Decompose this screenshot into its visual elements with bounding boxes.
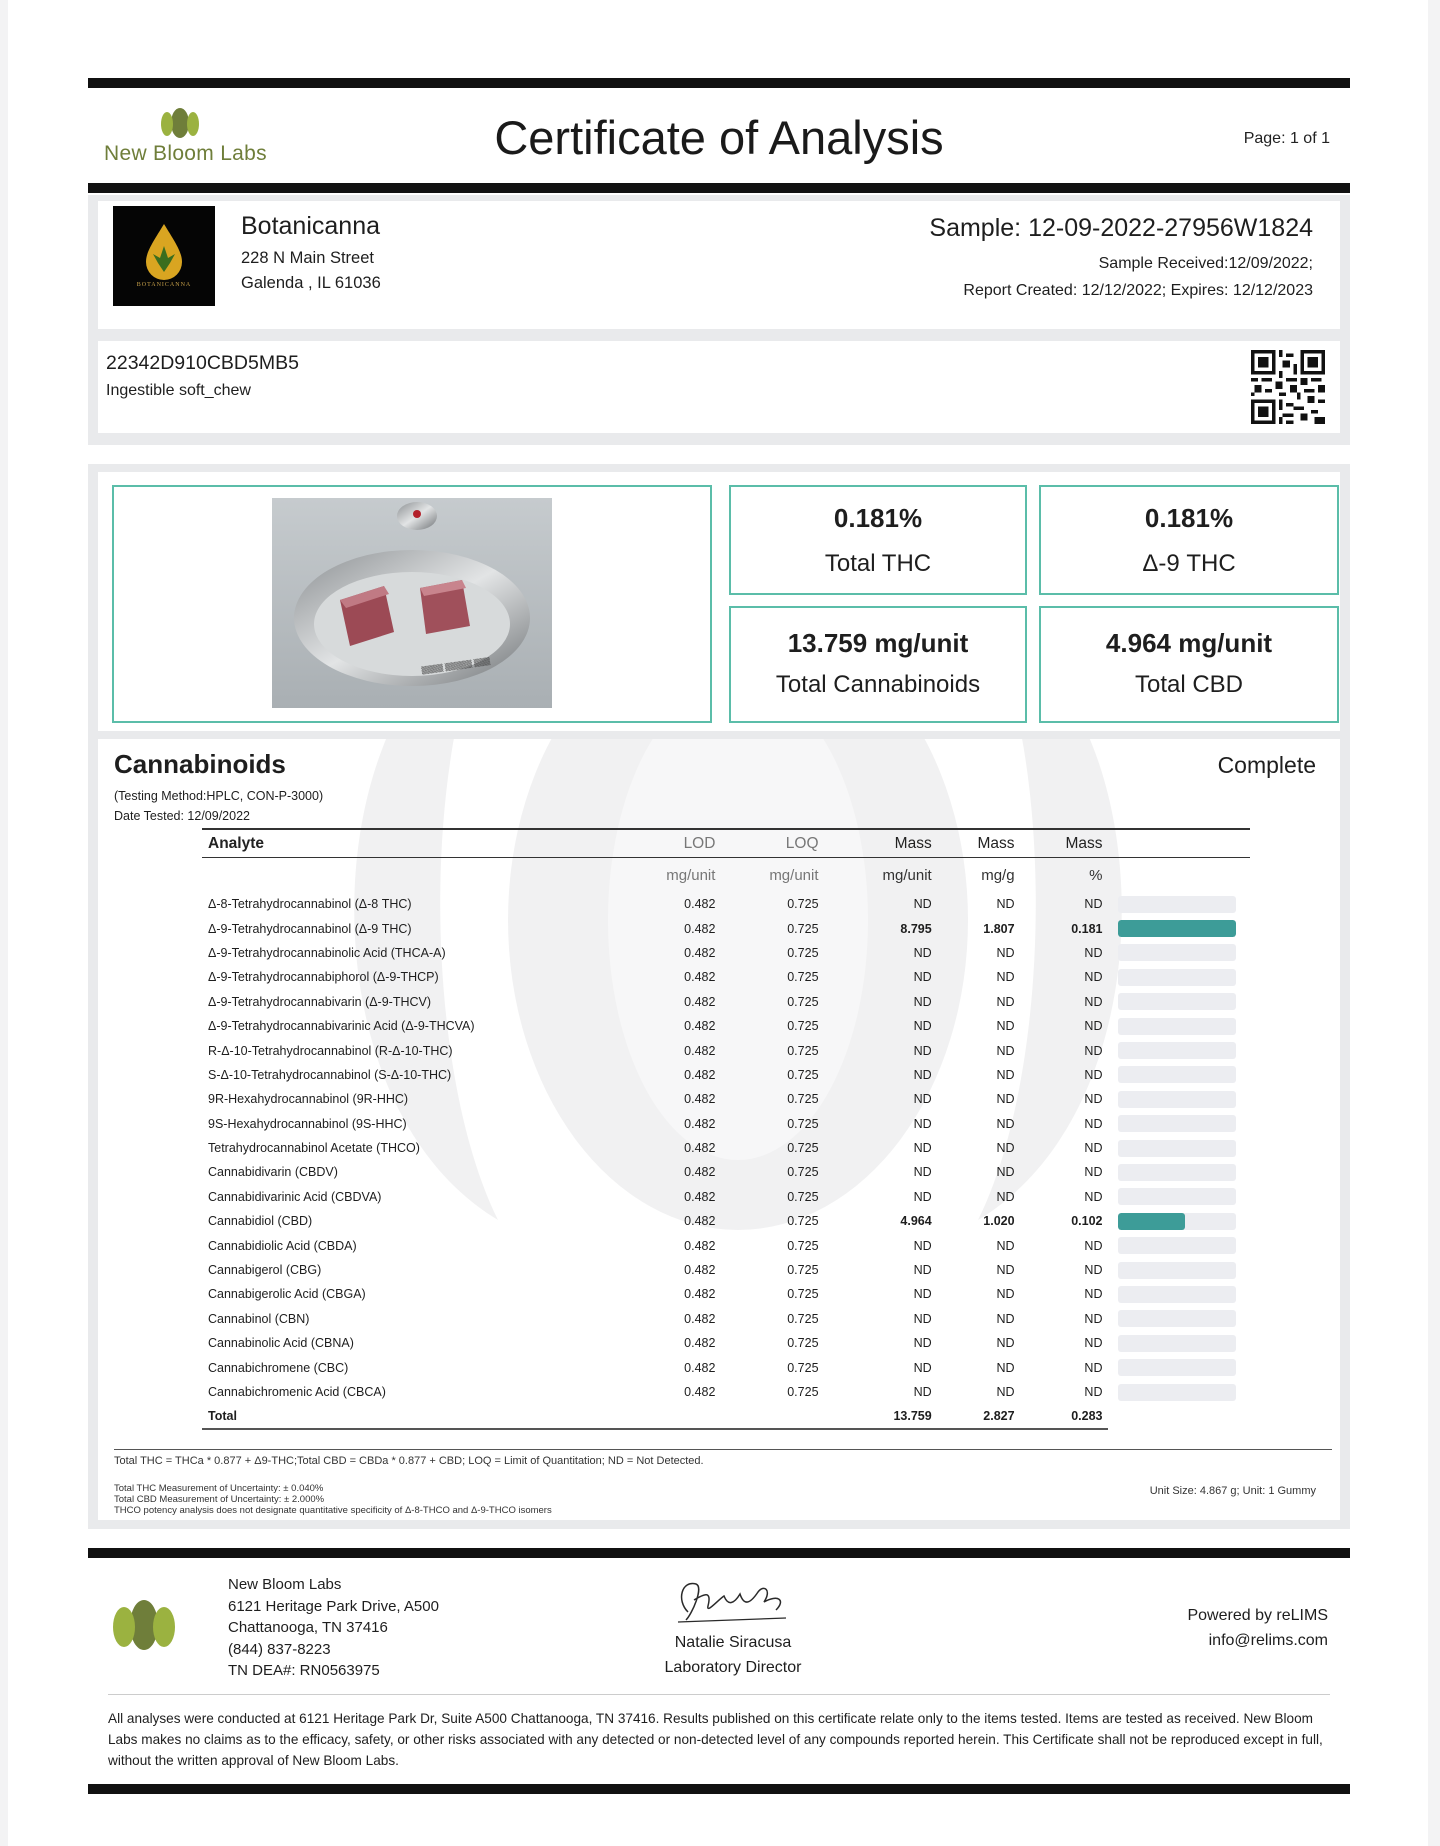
table-row [202,990,1250,1014]
result-bar-track [1118,1066,1236,1083]
lod-value: 0.482 [684,1019,716,1034]
lod-value: 0.482 [684,1067,716,1082]
result-bar-track [1118,1286,1236,1303]
testing-method: (Testing Method:HPLC, CON-P-3000) [114,789,324,803]
brand-name: New Bloom Labs [104,142,267,165]
loq-value: 0.725 [787,1263,819,1278]
col-loq: LOQ [721,829,824,858]
lod-value: 0.482 [684,1238,716,1253]
table-header-row [202,829,1250,858]
total-pct: 0.283 [1021,1404,1109,1429]
table-row [202,1112,1250,1136]
unit-mg-unit: mg/unit [882,866,932,884]
mass-mg-g: ND [996,1263,1015,1278]
mass-mg-g: ND [996,945,1015,960]
table-row [202,1087,1250,1111]
analyte-name: R-Δ-10-Tetrahydrocannabinol (R-Δ-10-THC) [208,1043,453,1058]
mass-pct: ND [1084,1311,1103,1326]
stat-delta9-thc [1039,485,1339,595]
lod-value: 0.482 [684,1385,716,1399]
mass-mg-g: ND [996,1311,1015,1326]
stat-total-cbd-label: Total CBD [1134,671,1244,698]
analyte-name: Δ-9-Tetrahydrocannabivarin (Δ-9-THCV) [208,994,432,1009]
section-frame-bottom [88,1520,1350,1529]
analyte-name: Cannabichromene (CBC) [208,1360,349,1375]
client-address-line2: Galenda , IL 61036 [241,274,381,292]
loq-value: 0.725 [787,1043,819,1058]
sample-dates [963,250,1313,304]
result-bar-track [1118,944,1236,961]
result-bar [1108,1136,1250,1160]
mass-pct: ND [1084,1238,1103,1253]
result-bar [1108,1331,1250,1355]
result-bar [1108,965,1250,989]
lod-value: 0.482 [684,1263,716,1278]
mass-mg-unit: ND [913,1263,932,1278]
test-method [114,786,323,826]
footer-rule [88,1548,1350,1558]
table-row [202,1258,1250,1282]
table-row [202,1233,1250,1257]
lod-value: 0.482 [684,1360,716,1375]
mass-pct: ND [1084,1019,1103,1034]
table-row [202,1038,1250,1062]
mass-pct: 0.181 [1071,921,1103,936]
stat-total-thc [729,485,1027,595]
analyte-name: Cannabigerol (CBG) [208,1263,322,1278]
analyte-name: Cannabichromenic Acid (CBCA) [208,1385,386,1399]
table-row [202,1185,1250,1209]
lab-name: New Bloom Labs [228,1576,342,1593]
loq-value: 0.725 [787,1141,819,1156]
result-bar-track [1118,1042,1236,1059]
mass-mg-unit: ND [913,1189,932,1204]
stat-delta9-thc-value: 0.181% [1144,503,1234,533]
stat-total-cannabinoids-label: Total Cannabinoids [775,671,981,698]
lab-address2: Chattanooga, TN 37416 [228,1619,388,1636]
loq-value: 0.725 [787,897,819,912]
svg-text:BOTANICANNA: BOTANICANNA [136,282,192,288]
result-bar [1108,1258,1250,1282]
table-row [202,1307,1250,1331]
footnote-rule [114,1449,1332,1450]
batch-type: Ingestible soft_chew [106,382,251,399]
result-bar [1108,1087,1250,1111]
section-title: Cannabinoids [114,749,286,779]
col-mass-mg-g: Mass [938,829,1021,858]
result-bar-fill [1118,920,1236,937]
lod-value: 0.482 [684,897,716,912]
mass-mg-g: 1.020 [983,1214,1015,1229]
disclaimer: All analyses were conducted at 6121 Heritage Park Dr, Suite A500 Chattanooga, TN 37416. Results published on this certificate relate only to the items tested. Items are tested as received. New Bloom Labs makes no claims as to the efficacy, safety, or other risks associated with any detected or non-detected level of any compounds reported herein. This Certificate shall not be reproduced except in full, without the written approval of New Bloom Labs. [108,1711,1323,1768]
analyte-name: Δ-9-Tetrahydrocannabinol (Δ-9 THC) [208,921,412,936]
analyte-name: Cannabinolic Acid (CBNA) [208,1336,354,1351]
uncertainty-notes [114,1483,552,1516]
result-bar-track [1118,1335,1236,1352]
mass-mg-g: ND [996,1287,1015,1302]
table-row [202,1014,1250,1038]
footnote: Total THC = THCa * 0.877 + Δ9-THC;Total CBD = CBDa * 0.877 + CBD; LOQ = Limit of Quantitation; ND = Not Detected. [114,1455,704,1467]
unit-pct: % [1089,866,1103,884]
mass-mg-g: ND [996,1092,1015,1107]
result-bar-track [1118,1262,1236,1279]
stat-total-cbd [1039,606,1339,723]
date-tested: Date Tested: 12/09/2022 [114,809,250,823]
result-bar [1108,1038,1250,1062]
total-mg-unit: 13.759 [825,1404,938,1429]
result-bar [1108,892,1250,916]
mass-mg-unit: ND [913,1043,932,1058]
mass-mg-unit: ND [913,1116,932,1131]
total-mg-g: 2.827 [938,1404,1021,1429]
mass-pct: ND [1084,1336,1103,1351]
contact-email-link[interactable]: info@relims.com [1208,1632,1328,1649]
result-bar [1108,1209,1250,1233]
svg-text:▒▒▒▒ ▒▒▒▒▒ ▒▒▒: ▒▒▒▒ ▒▒▒▒▒ ▒▒▒ [421,657,491,675]
mass-mg-g: ND [996,1067,1015,1082]
total-label: Total [202,1404,639,1429]
mass-pct: ND [1084,1263,1103,1278]
analyte-name: Tetrahydrocannabinol Acetate (THCO) [208,1141,420,1156]
result-bar [1108,1233,1250,1257]
result-bar-track [1118,1188,1236,1205]
table-row [202,916,1250,940]
result-bar-track [1118,993,1236,1010]
result-bar-track [1118,920,1236,937]
result-bar-track [1118,1384,1236,1401]
loq-value: 0.725 [787,1385,819,1399]
col-lod: LOD [639,829,722,858]
cannabinoid-table [202,828,1250,1430]
analyte-name: Cannabidiolic Acid (CBDA) [208,1238,357,1253]
loq-value: 0.725 [787,921,819,936]
loq-value: 0.725 [787,1214,819,1229]
loq-value: 0.725 [787,1238,819,1253]
result-bar-fill [1118,1213,1184,1230]
mass-mg-unit: ND [913,945,932,960]
analyte-name: S-Δ-10-Tetrahydrocannabinol (S-Δ-10-THC) [208,1067,452,1082]
mass-mg-unit: ND [913,1141,932,1156]
result-bar [1108,990,1250,1014]
result-bar-track [1118,969,1236,986]
mass-pct: ND [1084,1141,1103,1156]
table-units-row [202,858,1250,893]
powered-by-label: Powered by reLIMS [1187,1607,1328,1624]
table-row [202,892,1250,916]
result-bar [1108,1160,1250,1184]
header-rule [88,183,1350,193]
mass-mg-unit: ND [913,994,932,1009]
mass-mg-g: ND [996,1238,1015,1253]
lod-value: 0.482 [684,1311,716,1326]
loq-value: 0.725 [787,1189,819,1204]
lab-dea: TN DEA#: RN0563975 [228,1662,380,1679]
mass-mg-unit: 8.795 [900,921,932,936]
result-bar-track [1118,1140,1236,1157]
loq-value: 0.725 [787,970,819,985]
page-number: Page: 1 of 1 [1243,130,1330,147]
mass-mg-g: ND [996,1116,1015,1131]
mass-pct: ND [1084,1067,1103,1082]
client-address [241,246,381,296]
unit-size: Unit Size: 4.867 g; Unit: 1 Gummy [1149,1485,1316,1497]
result-bar [1108,1307,1250,1331]
thco-note: THCO potency analysis does not designate quantitative specificity of Δ-8-THCO and Δ-9-THCO isomers [114,1505,552,1516]
loq-value: 0.725 [787,1311,819,1326]
result-bar [1108,1112,1250,1136]
mass-pct: ND [1084,1189,1103,1204]
lod-value: 0.482 [684,1165,716,1180]
report-dates: Report Created: 12/12/2022; Expires: 12/12/2023 [963,282,1313,299]
lod-value: 0.482 [684,1189,716,1204]
mass-mg-g: ND [996,1336,1015,1351]
mass-pct: ND [1084,1116,1103,1131]
result-bar-track [1118,1213,1236,1230]
client-name: Botanicanna [241,212,381,240]
lod-value: 0.482 [684,1214,716,1229]
analyte-name: Cannabidivarinic Acid (CBDVA) [208,1189,382,1204]
result-bar [1108,1355,1250,1379]
sample-received: Sample Received:12/09/2022; [1098,255,1313,272]
lod-value: 0.482 [684,921,716,936]
qr-code-icon[interactable] [1251,350,1325,424]
lab-contact [228,1574,439,1682]
batch-id: 22342D910CBD5MB5 [106,352,299,374]
lod-value: 0.482 [684,994,716,1009]
loq-value: 0.725 [787,1067,819,1082]
result-bar [1108,1282,1250,1306]
mass-pct: ND [1084,1043,1103,1058]
loq-value: 0.725 [787,1092,819,1107]
table-row [202,965,1250,989]
mass-mg-unit: ND [913,1092,932,1107]
mass-mg-unit: ND [913,970,932,985]
table-total-row [202,1404,1250,1429]
loq-value: 0.725 [787,945,819,960]
loq-value: 0.725 [787,1165,819,1180]
mass-pct: ND [1084,1360,1103,1375]
unit-analyte [202,858,639,893]
result-bar-track [1118,1359,1236,1376]
table-row [202,1063,1250,1087]
mass-pct: ND [1084,1385,1103,1399]
table-row [202,1331,1250,1355]
lod-value: 0.482 [684,1043,716,1058]
analyte-name: 9R-Hexahydrocannabinol (9R-HHC) [208,1092,409,1107]
analyte-name: Δ-9-Tetrahydrocannabinolic Acid (THCA-A) [208,945,446,960]
result-bar [1108,1014,1250,1038]
top-rule [88,78,1350,88]
mass-mg-g: ND [996,1385,1015,1399]
mass-mg-g: ND [996,1043,1015,1058]
mass-mg-unit: ND [913,897,932,912]
col-analyte: Analyte [202,829,639,858]
uncertainty-cbd: Total CBD Measurement of Uncertainty: ± 2.000% [114,1494,325,1505]
table-row [202,1380,1250,1404]
mass-mg-unit: ND [913,1385,932,1399]
table-row [202,941,1250,965]
unit-lod: mg/unit [666,866,716,884]
status-badge: Complete [1217,752,1316,778]
mass-mg-unit: ND [913,1336,932,1351]
mass-mg-g: ND [996,994,1015,1009]
result-bar [1108,916,1250,940]
result-bar-track [1118,1018,1236,1035]
cannabis-drop-icon [113,206,215,306]
lod-value: 0.482 [684,1141,716,1156]
stat-total-cannabinoids [729,606,1027,723]
unit-loq: mg/unit [769,866,819,884]
stat-delta9-thc-label: Δ-9 THC [1142,550,1236,577]
signer-name: Natalie Siracusa [674,1634,792,1651]
coa-page [8,0,1428,1846]
mass-mg-unit: ND [913,1238,932,1253]
lod-value: 0.482 [684,945,716,960]
lab-address1: 6121 Heritage Park Drive, A500 [228,1597,439,1615]
lod-value: 0.482 [684,1116,716,1131]
mass-pct: ND [1084,945,1103,960]
result-bar-track [1118,896,1236,913]
mass-mg-g: ND [996,1141,1015,1156]
mass-pct: ND [1084,994,1103,1009]
analyte-name: Δ-8-Tetrahydrocannabinol (Δ-8 THC) [208,897,412,912]
result-bar-track [1118,1164,1236,1181]
loq-value: 0.725 [787,1019,819,1034]
powered-by [1187,1603,1328,1653]
mass-mg-unit: ND [913,1287,932,1302]
stat-total-thc-label: Total THC [824,550,932,577]
analyte-name: Cannabinol (CBN) [208,1311,310,1326]
mass-pct: ND [1084,1287,1103,1302]
analyte-name: 9S-Hexahydrocannabinol (9S-HHC) [208,1116,407,1131]
mass-pct: ND [1084,897,1103,912]
mass-mg-g: ND [996,970,1015,985]
stat-total-cannabinoids-value: 13.759 mg/unit [787,628,969,658]
stat-total-cbd-value: 4.964 mg/unit [1105,628,1273,658]
analyte-name: Δ-9-Tetrahydrocannabivarinic Acid (Δ-9-THCVA) [208,1019,475,1034]
mass-pct: ND [1084,970,1103,985]
analyte-name: Cannabidiol (CBD) [208,1214,313,1229]
table-row [202,1209,1250,1233]
result-bar-track [1118,1310,1236,1327]
signatory [568,1630,898,1680]
mass-mg-unit: ND [913,1019,932,1034]
lod-value: 0.482 [684,1092,716,1107]
result-bar-track [1118,1237,1236,1254]
footer-divider [108,1694,1330,1695]
mass-mg-unit: ND [913,1067,932,1082]
lod-value: 0.482 [684,970,716,985]
loq-value: 0.725 [787,1287,819,1302]
client-logo [113,206,215,306]
result-bar [1108,941,1250,965]
mass-mg-g: ND [996,1360,1015,1375]
new-bloom-logo-icon [110,1598,178,1652]
signature [668,1570,798,1630]
section-frame-left [88,739,98,1529]
loq-value: 0.725 [787,1336,819,1351]
lod-value: 0.482 [684,1336,716,1351]
mass-mg-g: ND [996,1189,1015,1204]
result-bar [1108,1185,1250,1209]
table-body [202,892,1250,1404]
col-mass-mg-unit: Mass [825,829,938,858]
col-bar [1108,829,1250,858]
sample-photo [272,498,552,708]
signer-title: Laboratory Director [664,1659,802,1676]
analyte-name: Cannabidivarin (CBDV) [208,1165,338,1180]
mass-pct: 0.102 [1071,1214,1103,1229]
col-mass-pct: Mass [1021,829,1109,858]
loq-value: 0.725 [787,1360,819,1375]
result-bar [1108,1380,1250,1404]
unit-mg-g: mg/g [981,866,1015,884]
analyte-name: Cannabigerolic Acid (CBGA) [208,1287,366,1302]
sample-id: Sample: 12-09-2022-27956W1824 [929,214,1313,242]
mass-mg-g: 1.807 [983,921,1015,936]
table-row [202,1282,1250,1306]
section-frame-right [1340,739,1350,1529]
analyte-name: Δ-9-Tetrahydrocannabiphorol (Δ-9-THCP) [208,970,439,985]
bottom-rule [88,1784,1350,1794]
table-row [202,1355,1250,1379]
mass-mg-unit: ND [913,1165,932,1180]
lod-value: 0.482 [684,1287,716,1302]
mass-pct: ND [1084,1092,1103,1107]
mass-mg-g: ND [996,1165,1015,1180]
mass-mg-g: ND [996,897,1015,912]
loq-value: 0.725 [787,1116,819,1131]
result-bar-track [1118,1091,1236,1108]
table-row [202,1160,1250,1184]
mass-mg-g: ND [996,1019,1015,1034]
mass-mg-unit: 4.964 [900,1214,932,1229]
page-title: Certificate of Analysis [494,111,944,164]
mass-mg-unit: ND [913,1360,932,1375]
result-bar-track [1118,1115,1236,1132]
table-row [202,1136,1250,1160]
mass-pct: ND [1084,1165,1103,1180]
client-address-line1: 228 N Main Street [241,249,374,267]
stat-total-thc-value: 0.181% [833,503,923,533]
mass-mg-unit: ND [913,1311,932,1326]
lab-phone: (844) 837-8223 [228,1640,331,1658]
loq-value: 0.725 [787,994,819,1009]
result-bar [1108,1063,1250,1087]
uncertainty-thc: Total THC Measurement of Uncertainty: ± 0.040% [114,1483,324,1494]
